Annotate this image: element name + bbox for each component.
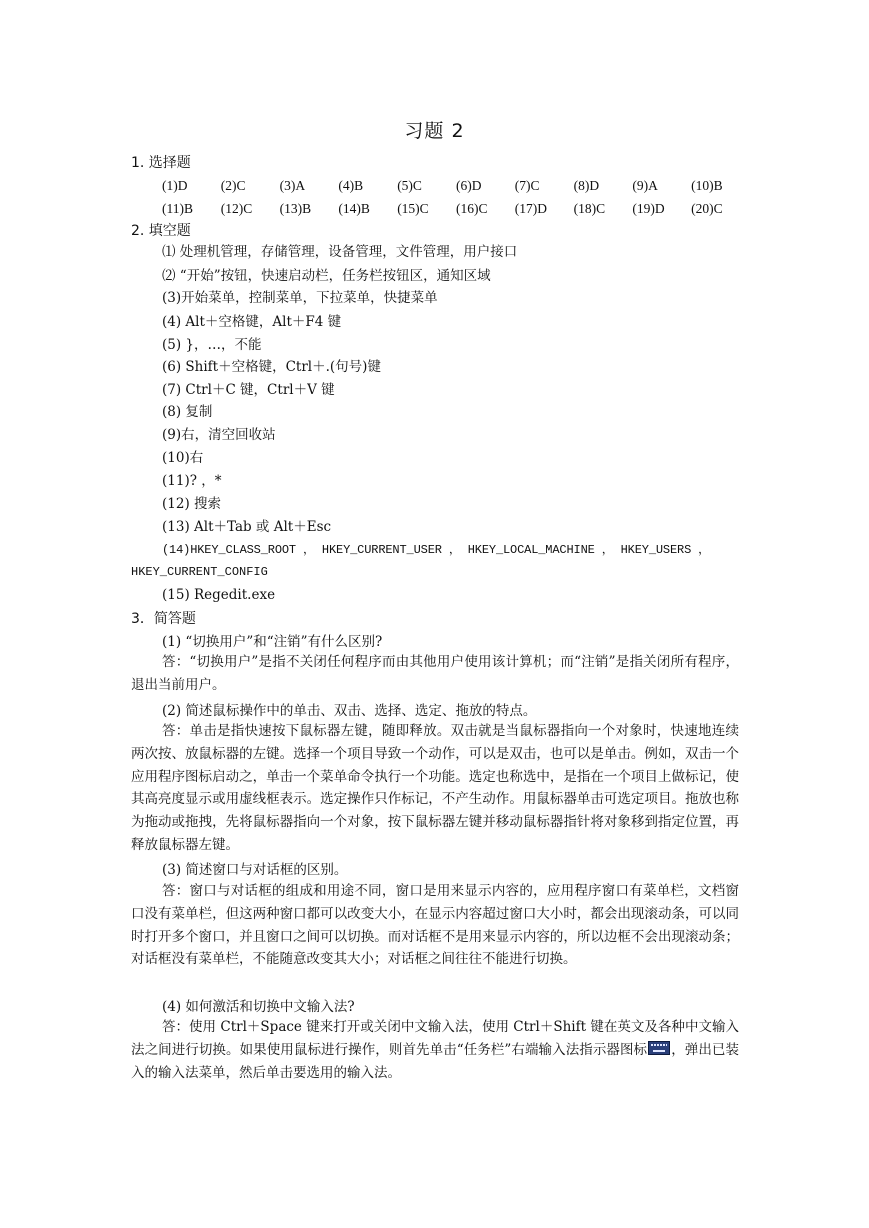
fill-answer-11: (11)? ，* [162,473,222,489]
answer-2: 答：单击是指快速按下鼠标器左键，随即释放。双击就是当鼠标器指向一个对象时，快速地连续两次按、放鼠标器的左键。选择一个项目导致一个动作，可以是双击，也可以是单击。例如，双击一个应用程序图标启动之，单击一个菜单命令执行一个功能。选定也称选中，是指在一个项目上做标记，使其高亮度显示或用虚线框表示。选定操作只作标记，不产生动作。用鼠标器单击可选定项目。拖放也称为拖动或拖拽，先将鼠标器指向一个对象，按下鼠标器左键并移动鼠标器指针将对象移到指定位置，再释放鼠标器左键。 [131,723,739,853]
answer-cell: (14)B [338,201,370,216]
answer-cell: (8)D [573,178,600,193]
fill-answer-13: (13) Alt＋Tab 或 Alt＋Esc [162,519,332,535]
fill-answer-10: (10)右 [162,450,204,466]
page-title: 习题 2 [404,120,465,142]
answer-cell: (19)D [632,201,665,216]
answer-cell: (5)C [397,178,422,193]
answer-cell: (12)C [220,201,253,216]
answer-row-2 [162,197,762,220]
question-3: (3) 简述窗口与对话框的区别。 [162,862,348,878]
fill-answer-14-line2: HKEY_CURRENT_CONFIG [131,565,268,579]
answer-cell: (7)C [514,178,540,193]
keyboard-icon [648,1041,670,1055]
answer-row-1 [162,174,762,197]
section-heading-short-answer: 3．简答题 [131,611,196,627]
answer-cell: (3)A [279,178,306,193]
answer-3: 答：窗口与对话框的组成和用途不同，窗口是用来显示内容的，应用程序窗口有菜单栏，文档窗口没有菜单栏，但这两种窗口都可以改变大小，在显示内容超过窗口大小时，都会出现滚动条，可以同时打开多个窗口，并且窗口之间可以切换。而对话框不是用来显示内容的，所以边框不会出现滚动条；对话框没有菜单栏，不能随意改变其大小；对话框之间往往不能进行切换。 [131,883,739,968]
answer-cell: (4)B [338,178,364,193]
fill-answer-8: (8) 复制 [162,404,213,420]
answer-cell: (15)C [397,201,429,216]
answer-cell: (10)B [691,178,723,193]
answer-4-text: 答：使用 Ctrl＋Space 键来打开或关闭中文输入法，使用 Ctrl＋Shift 键在英文及各种中文输入法之间进行切换。如果使用鼠标进行操作，则首先单击“任务栏”右端输入法指示器图标 [131,1019,739,1058]
answer-4 [131,1016,739,1084]
fill-answer-12: (12) 搜索 [162,496,222,512]
question-4: (4) 如何激活和切换中文输入法? [162,999,355,1015]
answer-cell: (6)D [455,178,482,193]
answer-4-tail: ，弹出已装入的输入法菜单，然后单击要选用的输入法。 [131,1041,740,1081]
section-heading-fill: 2. 填空题 [131,223,191,239]
fill-answer-7: (7) Ctrl＋C 键，Ctrl＋V 键 [162,382,335,398]
answer-cell: (17)D [514,201,548,216]
fill-answer-9: (9)右，清空回收站 [162,427,276,443]
answer-cell: (20)C [691,201,723,216]
fill-answer-3: (3)开始菜单，控制菜单，下拉菜单，快捷菜单 [162,290,438,306]
question-1: (1) “切换用户”和“注销”有什么区别? [162,634,383,650]
fill-answer-14-line1: (14)HKEY_CLASS_ROOT ， HKEY_CURRENT_USER ， HKEY_LOCAL_MACHINE ， HKEY_USERS ， [162,543,711,557]
question-2: (2) 简述鼠标操作中的单击、双击、选择、选定、拖放的特点。 [162,703,537,719]
answer-cell: (13)B [279,201,312,216]
fill-answer-15-text: (15) Regedit.exe [162,587,276,603]
fill-answer-15 [162,584,275,606]
answer-cell: (1)D [162,178,188,193]
answer-grid [162,174,762,220]
answer-cell: (18)C [573,201,606,216]
answer-cell: (16)C [455,201,488,216]
answer-cell: (2)C [220,178,246,193]
fill-answer-5: (5) }，…，不能 [162,337,262,353]
fill-answer-4: (4) Alt＋空格键，Alt＋F4 键 [162,314,342,330]
answer-cell: (11)B [162,201,193,216]
fill-answer-2: ⑵ “开始”按钮，快速启动栏，任务栏按钮区，通知区域 [162,268,491,284]
answer-cell: (9)A [632,178,658,193]
fill-answer-1: ⑴ 处理机管理，存储管理，设备管理，文件管理，用户接口 [162,244,518,260]
fill-answer-6: (6) Shift＋空格键，Ctrl＋.(句号)键 [162,359,381,375]
answer-1: 答：“切换用户”是指不关闭任何程序而由其他用户使用该计算机；而“注销”是指关闭所有程序，退出当前用户。 [131,654,739,693]
section-heading-choice: 1. 选择题 [131,155,191,171]
